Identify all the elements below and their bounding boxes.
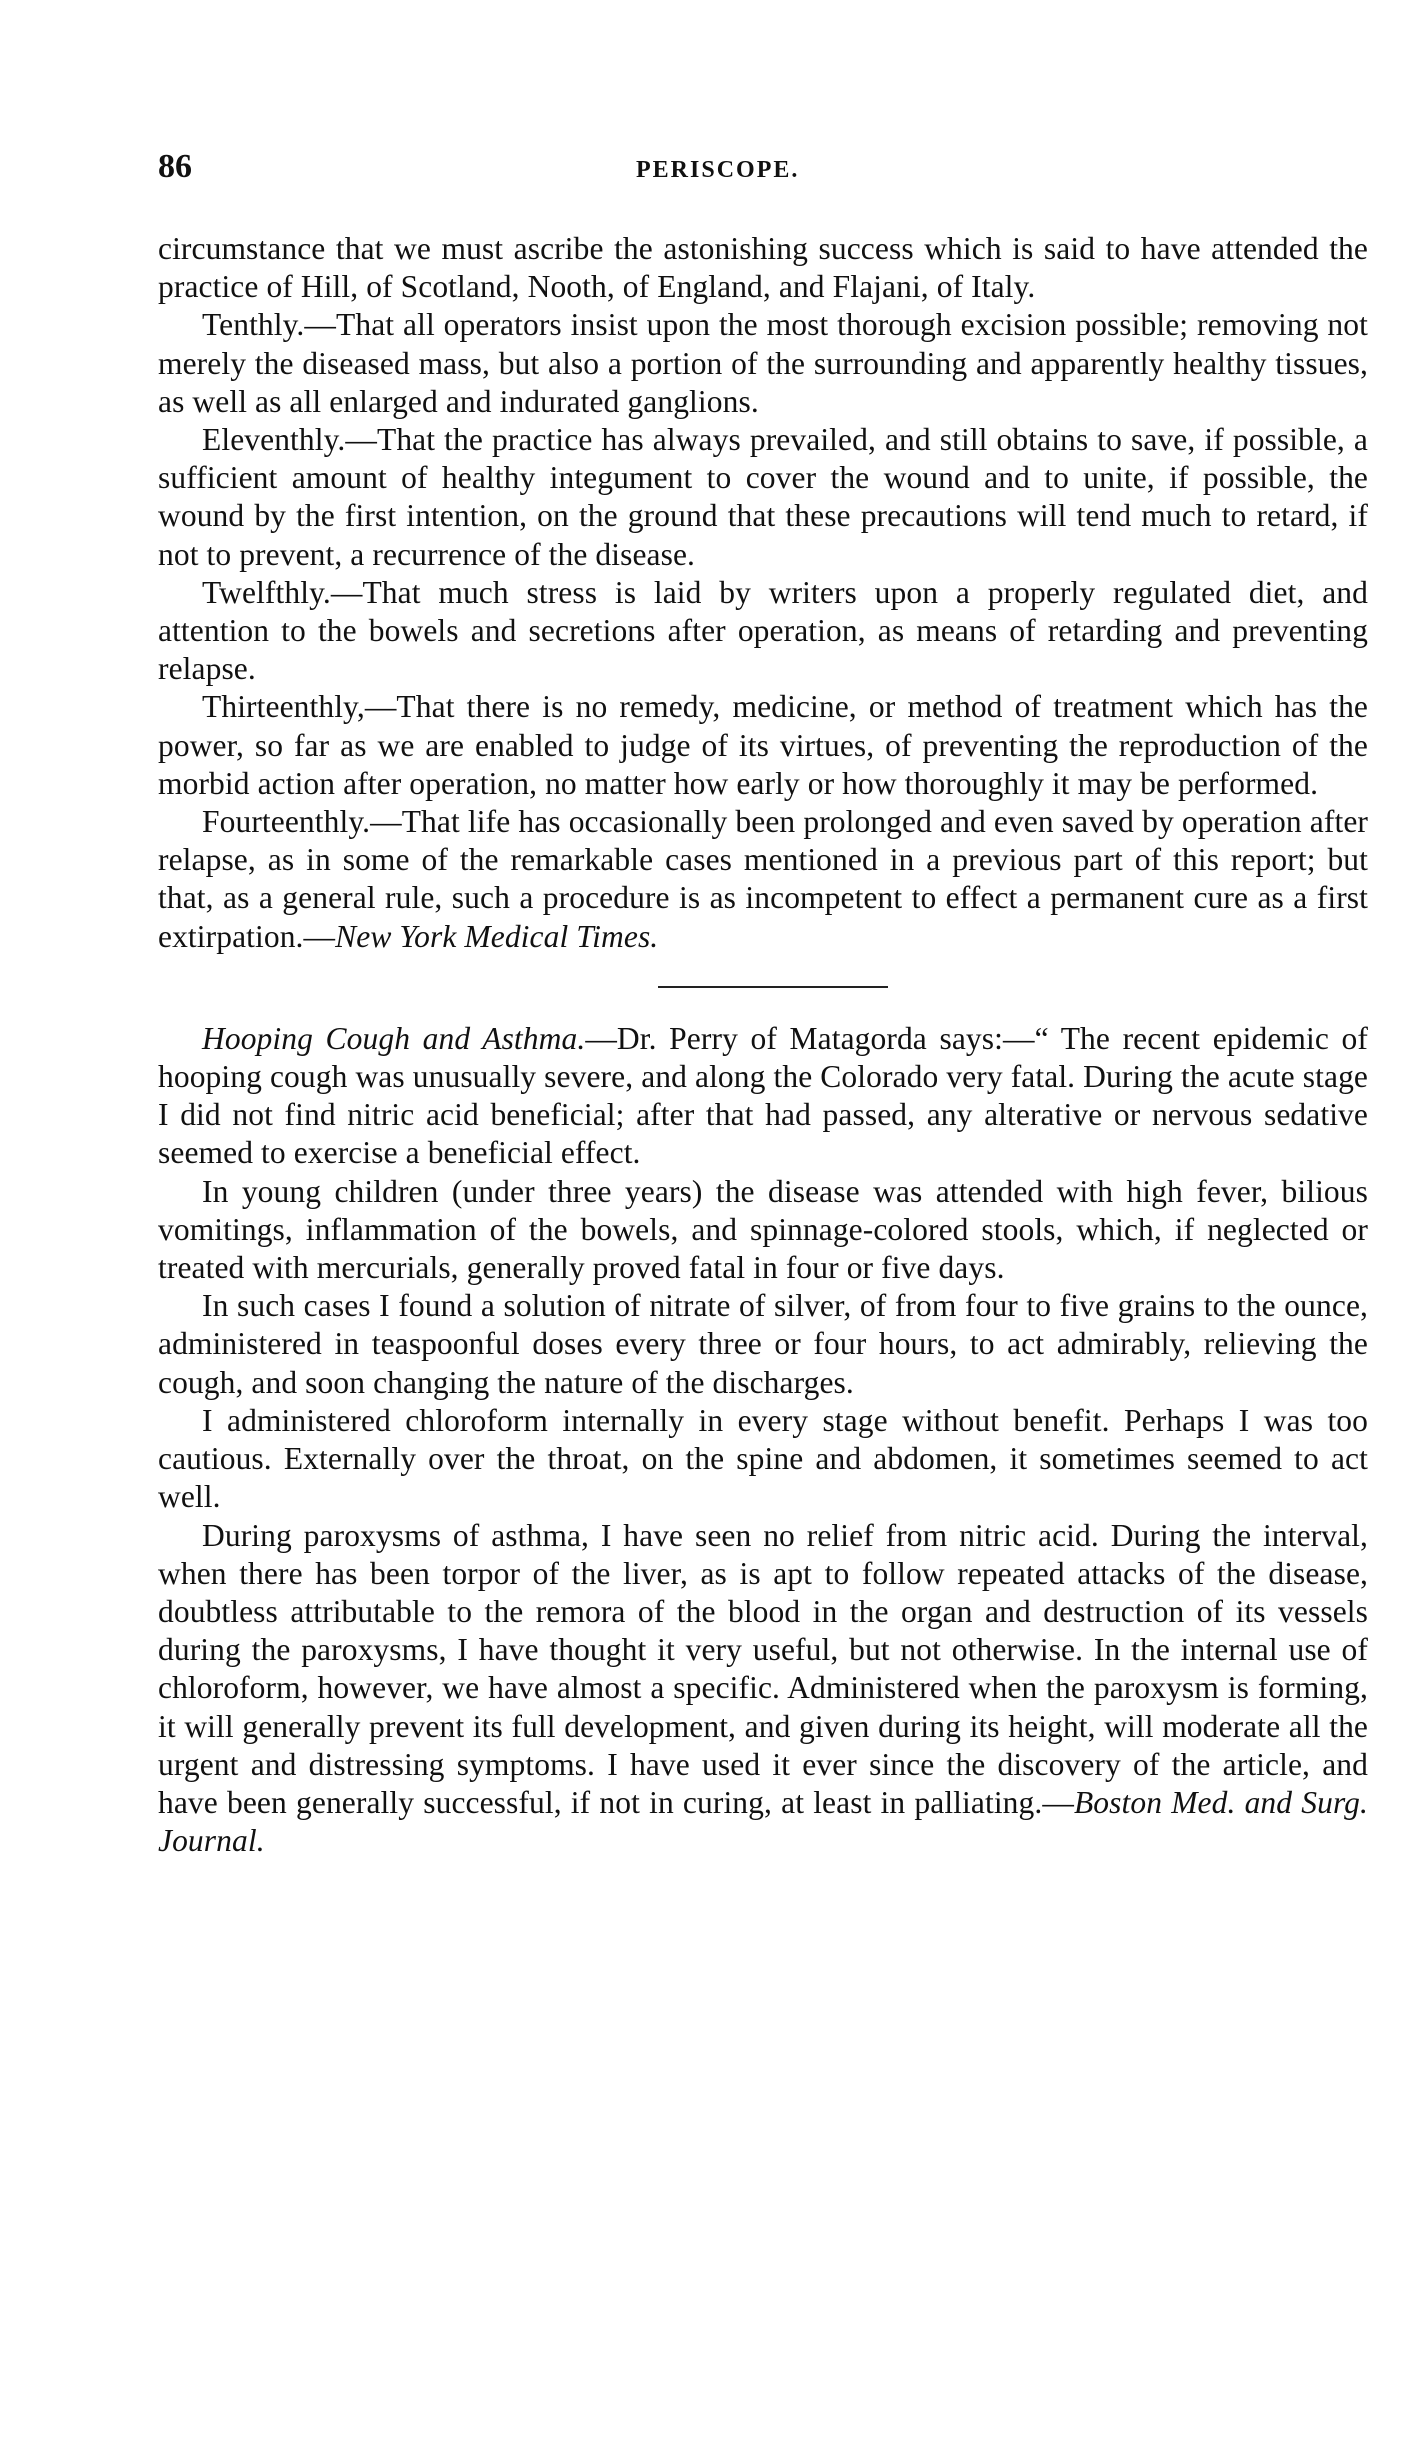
paragraph-text: Fourteenthly.—That life has occasionally been prolonged and even saved by operation after relapse, as in some of the remarkable cases mentioned in a previous part of this report; but that, as a general rule, such a procedure is as incompetent to effect a permanent cure as a first extirpation.— (158, 804, 1368, 954)
body-paragraph: In such cases I found a solution of nitrate of silver, of from four to five grains to the ounce, administered in teaspoonful doses every three or four hours, to act admirably, relieving the cough, and soon changing the nature of the discharges. (158, 1288, 1368, 1400)
continuation-paragraph: circumstance that we must ascribe the astonishing success which is said to have attended the practice of Hill, of Scotland, Nooth, of England, and Flajani, of Italy. (158, 231, 1368, 305)
body-paragraph: I administered chloroform internally in every stage without benefit. Perhaps I was too cautious. Externally over the throat, on the spine and abdomen, it sometimes seemed to act well. (158, 1402, 1368, 1515)
page-header (158, 148, 1368, 196)
article-title: Hooping Cough and Asthma. (202, 1020, 586, 1056)
paragraph-text: —Dr. Perry of Matagorda says:—“ The recent epidemic of hooping cough was unusually severe, and along the Colorado very fatal. During the acute stage I did not find nitric acid beneficial; after that had passed, any alterative or nervous sedative seemed to exercise a beneficial effect. (158, 1020, 1368, 1171)
source-citation: Boston Med. and Surg. Journal. (158, 1784, 1368, 1859)
running-head: PERISCOPE. (636, 157, 800, 183)
body-paragraph: Thirteenthly,—That there is no remedy, medicine, or method of treatment which has the power, so far as we are enabled to judge of its virtues, of preventing the reproduction of the morbid action after operation, no matter how early or how thoroughly it may be performed. (158, 689, 1368, 801)
body-paragraph: Tenthly.—That all operators insist upon the most thorough excision possible; removing not merely the diseased mass, but also a portion of the surrounding and apparently healthy tissues, as well as all enlarged and indurated ganglions. (158, 307, 1368, 419)
body-paragraph: Eleventhly.—That the practice has always prevailed, and still obtains to save, if possible, a sufficient amount of healthy integument to cover the wound and to unite, if possible, the wound by the first intention, on the ground that these precautions will tend much to retard, if not to prevent, a recurrence of the disease. (158, 422, 1368, 572)
article-cancer-conclusions (158, 230, 1368, 956)
body-paragraph-last (158, 803, 1368, 956)
section-divider (658, 986, 888, 988)
body-paragraph: In young children (under three years) the disease was attended with high fever, bilious vomitings, inflammation of the bowels, and spinnage-colored stools, which, if neglected or treated with mercurials, generally proved fatal in four or five days. (158, 1173, 1368, 1286)
body-paragraph: Twelfthly.—That much stress is laid by writers upon a properly regulated diet, and attention to the bowels and secretions after operation, as means of retarding and preventing relapse. (158, 574, 1368, 687)
body-paragraph-last (158, 1517, 1368, 1861)
page-number: 86 (158, 148, 192, 185)
document-page (158, 148, 1368, 1860)
lead-paragraph (158, 1020, 1368, 1173)
source-citation: New York Medical Times. (335, 918, 659, 954)
paragraph-text: During paroxysms of asthma, I have seen no relief from nitric acid. During the interval, when there has been torpor of the liver, as is apt to follow repeated attacks of the disease, doubtless attributable to the remora of the blood in the organ and destruction of its vessels during the paroxysms, I have thought it very useful, but not otherwise. In the internal use of chloroform, however, we have almost a specific. Administered when the paroxysm is forming, it will generally prevent its full development, and given during its height, will moderate all the urgent and distressing symptoms. I have used it ever since the discovery of the article, and have been generally successful, if not in curing, at least in palliating.— (158, 1517, 1368, 1820)
article-hooping-cough (158, 1020, 1368, 1860)
